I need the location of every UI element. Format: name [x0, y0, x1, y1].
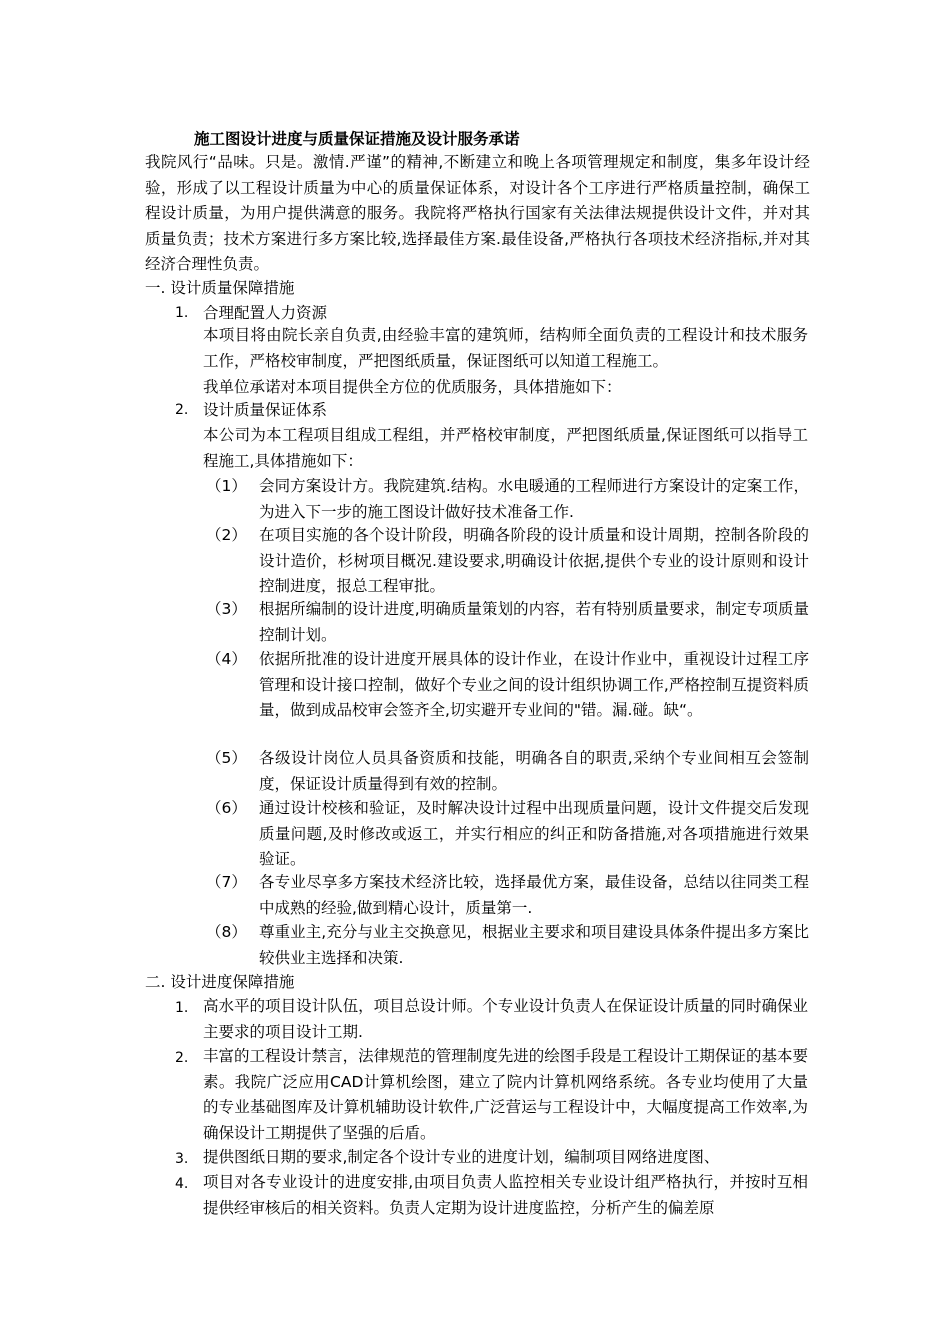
point-number: （7） — [206, 873, 247, 891]
item-text: 高水平的项目设计队伍，项目总设计师。个专业设计负责人在保证设计质量的同时确保业主要求的项目设计工期. — [203, 997, 808, 1041]
point-text: 尊重业主,充分与业主交换意见，根据业主要求和项目建设具体条件提出多方案比较供业主选择和决策. — [259, 923, 809, 967]
point-text: 依据所批准的设计进度开展具体的设计作业，在设计作业中，重视设计过程工序管理和设计接口控制，做好个专业之间的设计组织协调工作,严格控制互提资料质量，做到成品校审会签齐全,切实避开专业间的"错。漏.碰。缺“。 — [259, 650, 809, 720]
item-number: 1. — [175, 1000, 189, 1016]
point-text: 各专业尽享多方案技术经济比较，选择最优方案，最佳设备，总结以往同类工程中成熟的经验,做到精心设计，质量第一. — [259, 873, 809, 917]
point-text: 会同方案设计方。我院建筑.结构。水电暖通的工程师进行方案设计的定案工作，为进入下一步的施工图设计做好技术准备工作. — [259, 477, 809, 521]
point-number: （5） — [206, 749, 247, 767]
point-number: （6） — [206, 799, 247, 817]
section1-heading: 一. 设计质量保障措施 — [145, 279, 295, 297]
point-text: 通过设计校核和验证，及时解决设计过程中出现质量问题，设计文件提交后发现质量问题,及时修改或返工，并实行相应的纠正和防备措施,对各项措施进行效果验证。 — [259, 799, 809, 869]
point-number: （3） — [206, 600, 247, 618]
item-text: 提供图纸日期的要求,制定各个设计专业的进度计划，编制项目网络进度图、 — [203, 1148, 720, 1166]
item-label: 合理配置人力资源 — [203, 304, 328, 322]
point-number: （2） — [206, 526, 247, 544]
item-text: 丰富的工程设计禁言，法律规范的管理制度先进的绘图手段是工程设计工期保证的基本要素。我院广泛应用CAD计算机绘图，建立了院内计算机网络系统。各专业均使用了大量的专业基础图库及计算机辅助设计软件,广泛营运与工程设计中，大幅度提高工作效率,为确保设计工期提供了坚强的后盾。 — [203, 1047, 808, 1142]
item-number: 2. — [175, 402, 189, 418]
intro-paragraph: 我院风行“品味。只是。激情.严谨”的精神,不断建立和晚上各项管理规定和制度，集多年设计经验，形成了以工程设计质量为中心的质量保证体系，对设计各个工序进行严格质量控制，确保工程设计质量，为用户提供满意的服务。我院将严格执行国家有关法律法规提供设计文件，并对其质量负责；技术方案进行多方案比较,选择最佳方案.最佳设备,严格执行各项技术经济指标,并对其经济合理性负责。 — [145, 153, 810, 274]
point-number: （4） — [206, 650, 247, 668]
item-label: 设计质量保证体系 — [203, 401, 328, 419]
point-text: 在项目实施的各个设计阶段，明确各阶段的设计质量和设计周期，控制各阶段的设计造价，杉树项目概况.建设要求,明确设计依据,提供个专业的设计原则和设计控制进度，报总工程审批。 — [259, 526, 809, 596]
paragraph: 我单位承诺对本项目提供全方位的优质服务，具体措施如下： — [203, 378, 622, 396]
point-number: （1） — [206, 477, 247, 495]
item-number: 2. — [175, 1050, 189, 1066]
point-text: 各级设计岗位人员具备资质和技能，明确各自的职责,采纳个专业间相互会签制度，保证设计质量得到有效的控制。 — [259, 749, 809, 793]
item-text: 项目对各专业设计的进度安排,由项目负责人监控相关专业设计组严格执行，并按时互相提供经审核后的相关资料。负责人定期为设计进度监控，分析产生的偏差原 — [203, 1173, 808, 1217]
paragraph: 本项目将由院长亲自负责,由经验丰富的建筑师，结构师全面负责的工程设计和技术服务工作，严格校审制度，严把图纸质量，保证图纸可以知道工程施工。 — [203, 326, 808, 370]
item-number: 3. — [175, 1151, 189, 1167]
document-title: 施工图设计进度与质量保证措施及设计服务承诺 — [194, 130, 520, 148]
paragraph: 本公司为本工程项目组成工程组，并严格校审制度，严把图纸质量,保证图纸可以指导工程施工,具体措施如下： — [203, 426, 808, 470]
point-text: 根据所编制的设计进度,明确质量策划的内容，若有特别质量要求，制定专项质量控制计划。 — [259, 600, 809, 644]
point-number: （8） — [206, 923, 247, 941]
section2-heading: 二. 设计进度保障措施 — [145, 973, 295, 991]
item-number: 4. — [175, 1176, 189, 1192]
item-number: 1. — [175, 305, 189, 321]
